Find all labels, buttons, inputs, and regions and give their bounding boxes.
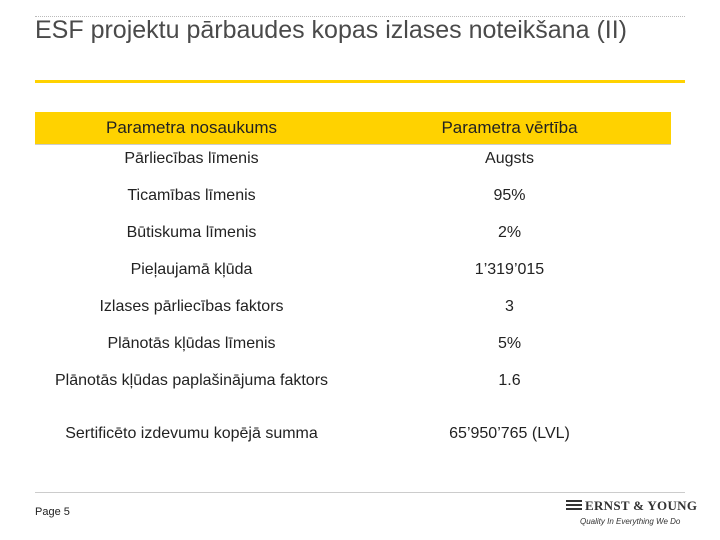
parameter-name-cell: Ticamības līmenis xyxy=(127,186,256,204)
table-row xyxy=(35,330,671,367)
page-number: Page 5 xyxy=(35,506,70,518)
title-underline xyxy=(35,80,685,83)
parameter-table xyxy=(35,112,671,457)
ernst-young-logo xyxy=(566,498,698,532)
footer-divider xyxy=(35,492,685,493)
logo-tagline: Quality In Everything We Do xyxy=(580,517,681,526)
parameter-name-cell: Plānotās kļūdas līmenis xyxy=(107,334,276,352)
parameter-value-cell: Augsts xyxy=(485,150,534,167)
parameter-name-cell: Būtiskuma līmenis xyxy=(126,223,257,241)
table-row xyxy=(35,367,671,420)
parameter-name-cell: Pieļaujamā kļūda xyxy=(130,260,253,278)
parameter-value-cell: 95% xyxy=(493,186,526,204)
table-header-row xyxy=(35,112,671,145)
parameter-value-cell: 3 xyxy=(505,297,514,315)
logo-wordmark xyxy=(566,498,697,514)
header-parameter-value: Parametra vērtība xyxy=(348,112,671,145)
table-row xyxy=(35,219,671,256)
parameter-name-cell: Plānotās kļūdas paplašinājuma faktors xyxy=(54,371,329,389)
table-row xyxy=(35,256,671,293)
parameter-value-cell: 5% xyxy=(497,334,522,352)
parameter-value-cell: 65’950’765 (LVL) xyxy=(449,424,570,442)
parameter-name-cell: Sertificēto izdevumu kopējā summa xyxy=(65,424,318,442)
page-title: ESF projektu pārbaudes kopas izlases noteikšana (II) xyxy=(35,16,627,44)
parameter-table-container xyxy=(35,112,671,457)
parameter-name-cell: Pārliecības līmenis xyxy=(124,150,259,167)
header-parameter-name: Parametra nosaukums xyxy=(35,112,348,145)
table-row xyxy=(35,420,671,457)
table-row xyxy=(35,293,671,330)
parameter-name-cell: Izlases pārliecības faktors xyxy=(99,297,284,315)
parameter-value-cell: 2% xyxy=(497,223,522,241)
parameter-value-cell: 1.6 xyxy=(498,371,521,389)
table-row xyxy=(35,182,671,219)
logo-text: ERNST & YOUNG xyxy=(585,498,698,513)
logo-mark-icon xyxy=(566,500,582,512)
table-row xyxy=(35,145,671,182)
parameter-value-cell: 1’319’015 xyxy=(474,260,545,278)
